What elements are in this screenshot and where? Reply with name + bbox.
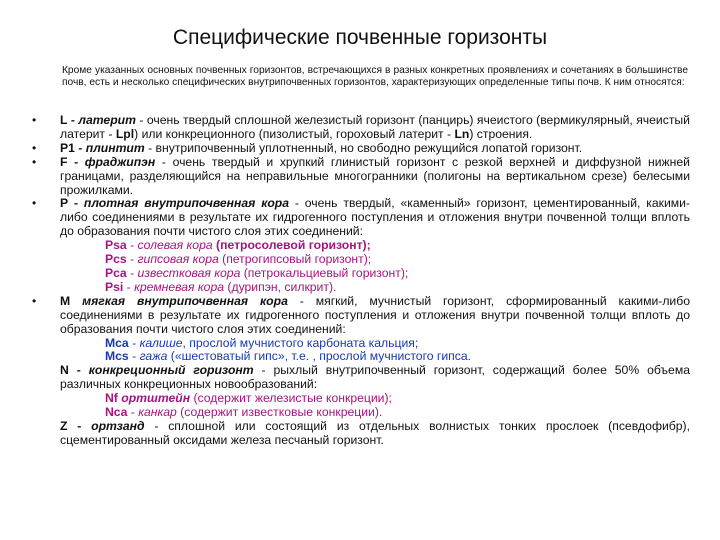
intro-paragraph: Кроме указанных основных почвенных горизонтов, встречающихся в разных конкретных проявлениях и сочетаниях в большинстве почв, есть и несколько специфических внутрипочвенных горизонтов, характеризующих определенные типы почв. К ним относятся:: [62, 65, 688, 88]
item-text: - внутрипочвенный уплотненный, но свободно режущийся лопатой горизонт.: [144, 140, 583, 155]
item-code: N: [60, 363, 69, 378]
item-text: - очень твердый, «каменный» горизонт, цементированный, какими-либо соединениями в результате их гидрогенного поступления и отложения внутри почвенной толщи вплоть до образования почти чистого слоя этих соединений:: [60, 196, 690, 239]
item-fragipan: • F - фраджипэн - очень твердый и хрупкий глинистый горизонт с резкой верхней и диффузной нижней границами, разделяющийся на неправильные многогранники (полигоны на вертикальном срезе) белесыми прожилками.: [60, 156, 690, 198]
item-text: - очень твердый и хрупкий глинистый горизонт с резкой верхней и диффузной нижней границами, разделяющийся на неправильные многогранники (полигоны на вертикальном срезе) белесыми прожилками.: [60, 154, 690, 197]
sub-item-pcs: Pcs - гипсовая кора (петрогипсовый горизонт);: [105, 252, 372, 267]
item-text: - очень твердый сплошной железистый горизонт (панцирь) ячеистого (вермикулярный, ячеистый латерит -: [60, 113, 690, 141]
item-dense-crust: • P - плотная внутрипочвенная кора - очень твердый, «каменный» горизонт, цементированный, какими-либо соединениями в результате их гидрогенного поступления и отложения внутри почвенной толщи вплоть до образования почти чистого слоя этих соединений:: [60, 197, 690, 239]
item-soft-crust: [60, 295, 690, 337]
item-text: - рыхлый внутрипочвенный горизонт, содержащий более 50% объема различных конкреционных новообразований:: [60, 363, 690, 392]
sub-item-pca: Pca - известковая кора (петрокальциевый горизонт);: [105, 265, 409, 280]
item-name: конкреционный горизонт: [88, 363, 254, 378]
item-ortsand: Z - ортзанд - сплошной или состоящий из отдельных волнистых тонких прослоек (псевдофибр), сцементированный оксидами железа песчаный горизонт.: [60, 418, 690, 447]
item-text: - сплошной или состоящий из отдельных волнистых тонких прослоек (псевдофибр), сцементированный оксидами железа песчаный горизонт.: [60, 418, 690, 447]
item-code: F: [60, 154, 68, 169]
item-name: фраджипэн: [84, 154, 156, 169]
item-code: L: [60, 113, 68, 127]
item-name: латерит: [78, 113, 136, 127]
slide-title: Специфические почвенные горизонты: [172, 26, 548, 49]
item-name: плинтит: [85, 140, 145, 155]
item-code: P1: [60, 140, 75, 155]
item-name: ортзанд: [91, 418, 145, 433]
item-plinthite: • P1 - плинтит - внутрипочвенный уплотненный, но свободно режущийся лопатой горизонт.: [60, 142, 690, 156]
item-code: Z: [60, 418, 68, 433]
item-name: плотная внутрипочвенная кора: [83, 196, 290, 211]
sub-item-nca: Nca - канкар (содержит известковые конкреции).: [105, 405, 383, 420]
item-code: P: [60, 196, 69, 211]
sub-item-mca: Mca - калише, прослой мучнистого карбоната кальция;: [105, 335, 419, 350]
horizons-list: [60, 114, 690, 448]
item-concretion: N - конкреционный горизонт - рыхлый внутрипочвенный горизонт, содержащий более 50% объема различных конкреционных новообразований:: [60, 363, 690, 392]
item-laterite: • L - латерит - очень твердый сплошной железистый горизонт (панцирь) ячеистого (вермикулярный, ячеистый латерит - Lpl) или конкреционного (пизолистый, гороховый латерит - Ln) строения.: [60, 114, 690, 142]
sub-item-psi: Psi - кремневая кора (дурипэн, силкрит).: [105, 279, 337, 294]
item-code: M: [60, 293, 71, 308]
sub-item-nf: Nf ортштейн (содержит железистые конкреции);: [105, 391, 392, 406]
item-name: мягкая внутрипочвенная кора: [82, 293, 288, 308]
sub-item-psa: Psa - солевая кора (петросолевой горизонт);: [105, 238, 371, 253]
item-text: - мягкий, мучнистый горизонт, сформированный какими-либо соединениями в результате их гидрогенного поступления и отложения внутри почвенной толщи вплоть до образования почти чистого слоя этих соединений:: [60, 293, 691, 336]
sub-item-mcs: Mcs - гажа («шестоватый гипс», т.е. , прослой мучнистого гипса.: [105, 349, 472, 364]
